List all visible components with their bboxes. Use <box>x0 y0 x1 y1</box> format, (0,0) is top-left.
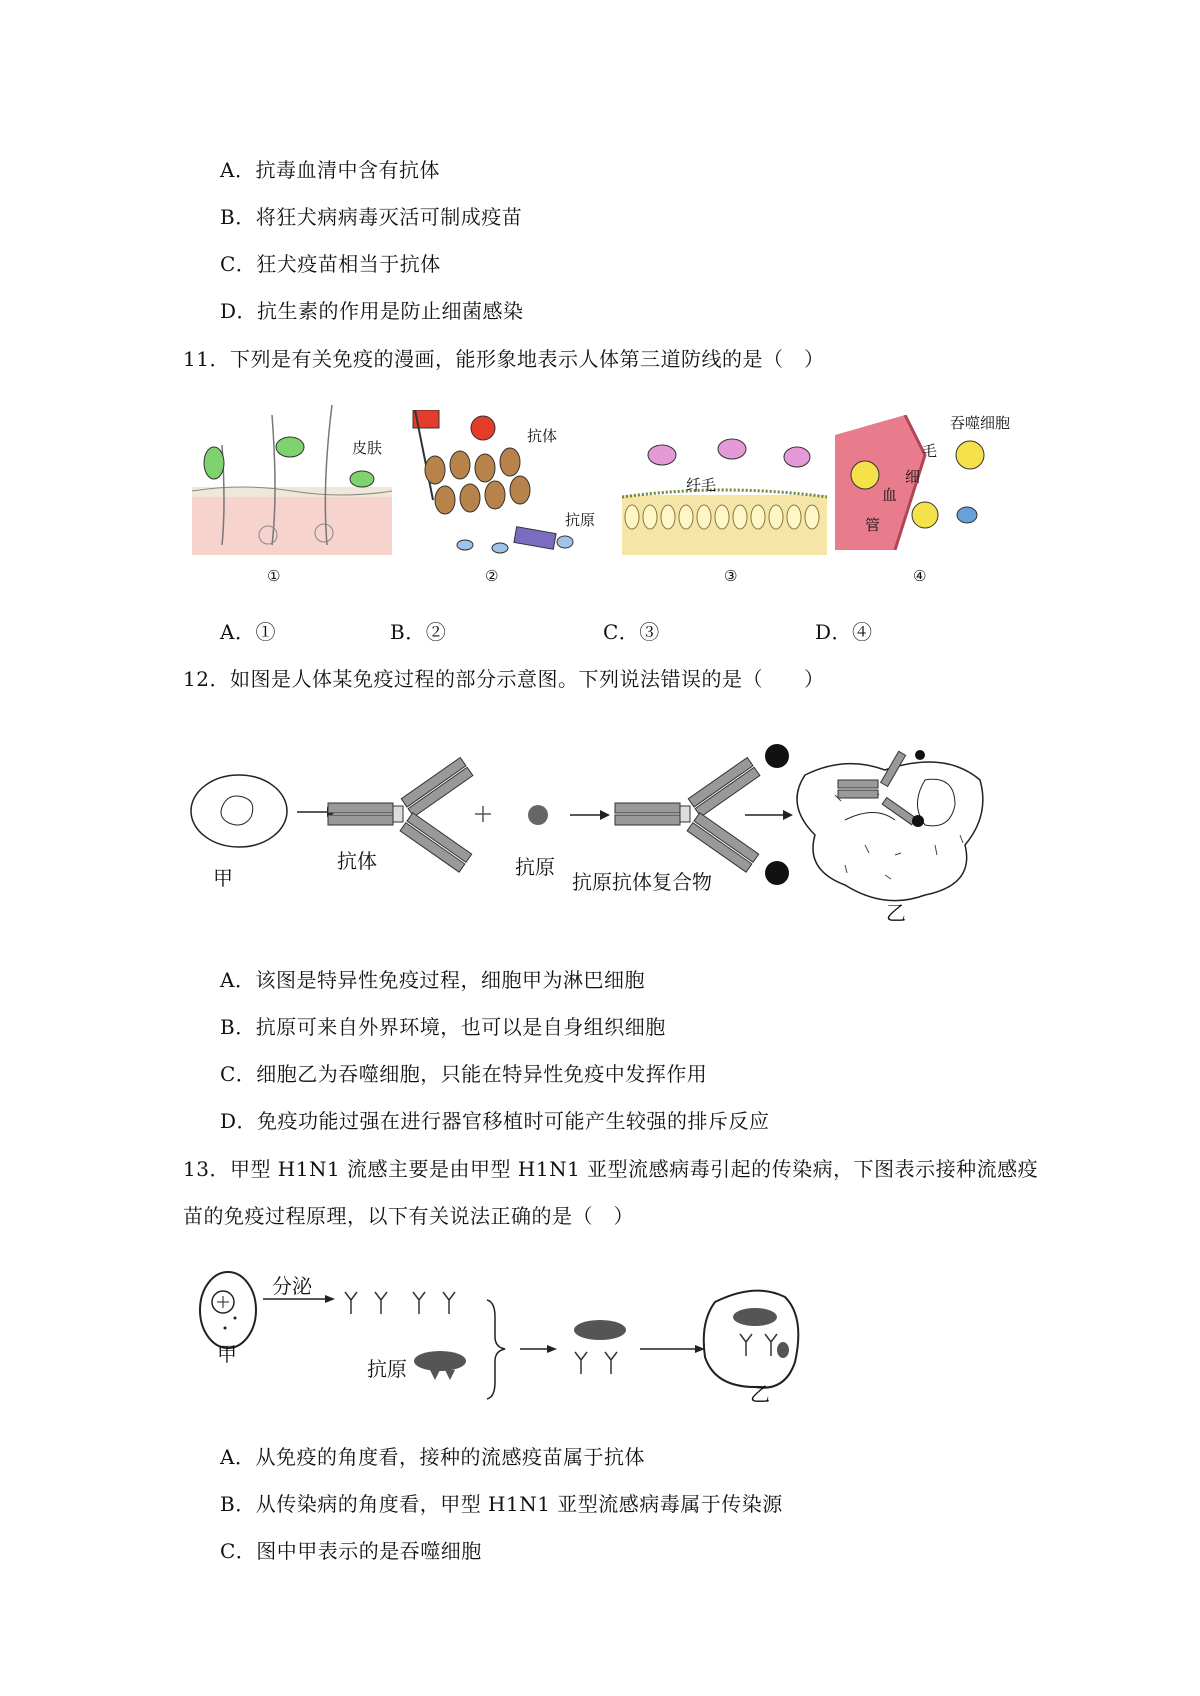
label-cilia: 纤毛 <box>686 476 717 494</box>
cilia-illustration <box>622 435 827 555</box>
lymphocyte-nucleus <box>221 796 253 825</box>
q12-label-antibody: 抗体 <box>337 849 377 873</box>
q11-option-c: C．③ <box>603 620 660 644</box>
q10-option-a: A．抗毒血清中含有抗体 <box>220 158 440 182</box>
q11-option-b: B．② <box>390 620 447 644</box>
q12-label-complex: 抗原抗体复合物 <box>572 870 712 894</box>
q12-label-antigen: 抗原 <box>515 855 555 879</box>
panel-antibodies <box>405 410 600 558</box>
q12-label-cell-b: 乙 <box>886 901 906 925</box>
panel-2-number: ② <box>485 567 499 585</box>
panel-1-number: ① <box>267 567 281 585</box>
q13-label-secrete: 分泌 <box>272 1274 312 1298</box>
skin-illustration <box>192 405 392 555</box>
q13-option-a: A．从免疫的角度看，接种的流感疫苗属于抗体 <box>220 1445 645 1469</box>
q13-stem-line2: 苗的免疫过程原理，以下有关说法正确的是（ ） <box>183 1204 634 1228</box>
label-guan: 管 <box>865 516 881 534</box>
q13-option-c: C．图中甲表示的是吞噬细胞 <box>220 1539 482 1563</box>
label-antigen: 抗原 <box>565 511 596 529</box>
label-skin: 皮肤 <box>352 439 383 457</box>
q12-option-c: C．细胞乙为吞噬细胞，只能在特异性免疫中发挥作用 <box>220 1062 708 1086</box>
q13-label-cell-b: 乙 <box>750 1382 770 1406</box>
q12-label-cell-a: 甲 <box>213 866 233 890</box>
q13-option-b: B．从传染病的角度看，甲型 H1N1 亚型流感病毒属于传染源 <box>220 1492 783 1516</box>
q13-stem-line1: 13．甲型 H1N1 流感主要是由甲型 H1N1 亚型流感病毒引起的传染病，下图表示接种流感疫 <box>183 1157 1039 1181</box>
q11-option-d: D．④ <box>815 620 873 644</box>
label-xue: 血 <box>882 486 898 504</box>
antibody-group <box>345 1292 455 1314</box>
label-phagocyte: 吞噬细胞 <box>950 414 1011 432</box>
panel-skin <box>192 405 392 555</box>
q10-option-b: B．将狂犬病病毒灭活可制成疫苗 <box>220 205 523 229</box>
panel-3-number: ③ <box>724 567 738 585</box>
q13-label-cell-a: 甲 <box>217 1342 237 1366</box>
panel-4-number: ④ <box>913 567 927 585</box>
q12-stem: 12．如图是人体某免疫过程的部分示意图。下列说法错误的是（ ） <box>183 667 825 691</box>
q13-label-antigen: 抗原 <box>367 1357 407 1381</box>
panel-cilia <box>622 435 827 555</box>
q12-option-d: D．免疫功能过强在进行器官移植时可能产生较强的排斥反应 <box>220 1109 770 1133</box>
q12-option-a: A．该图是特异性免疫过程，细胞甲为淋巴细胞 <box>220 968 645 992</box>
antigen-bound <box>574 1320 626 1340</box>
q11-option-a: A．① <box>220 620 276 644</box>
label-antibody: 抗体 <box>527 427 558 445</box>
q13-phagocyte <box>704 1291 799 1388</box>
q12-option-b: B．抗原可来自外界环境，也可以是自身组织细胞 <box>220 1015 666 1039</box>
q10-option-d: D．抗生素的作用是防止细菌感染 <box>220 299 524 323</box>
label-xi: 细 <box>905 468 921 486</box>
antigen-particle <box>528 805 548 825</box>
label-mao: 毛 <box>922 442 938 460</box>
q13-antigen <box>414 1351 466 1371</box>
q10-option-c: C．狂犬疫苗相当于抗体 <box>220 252 441 276</box>
antibody-army-illustration <box>405 410 600 558</box>
q11-stem: 11．下列是有关免疫的漫画，能形象地表示人体第三道防线的是（ ） <box>183 347 825 371</box>
